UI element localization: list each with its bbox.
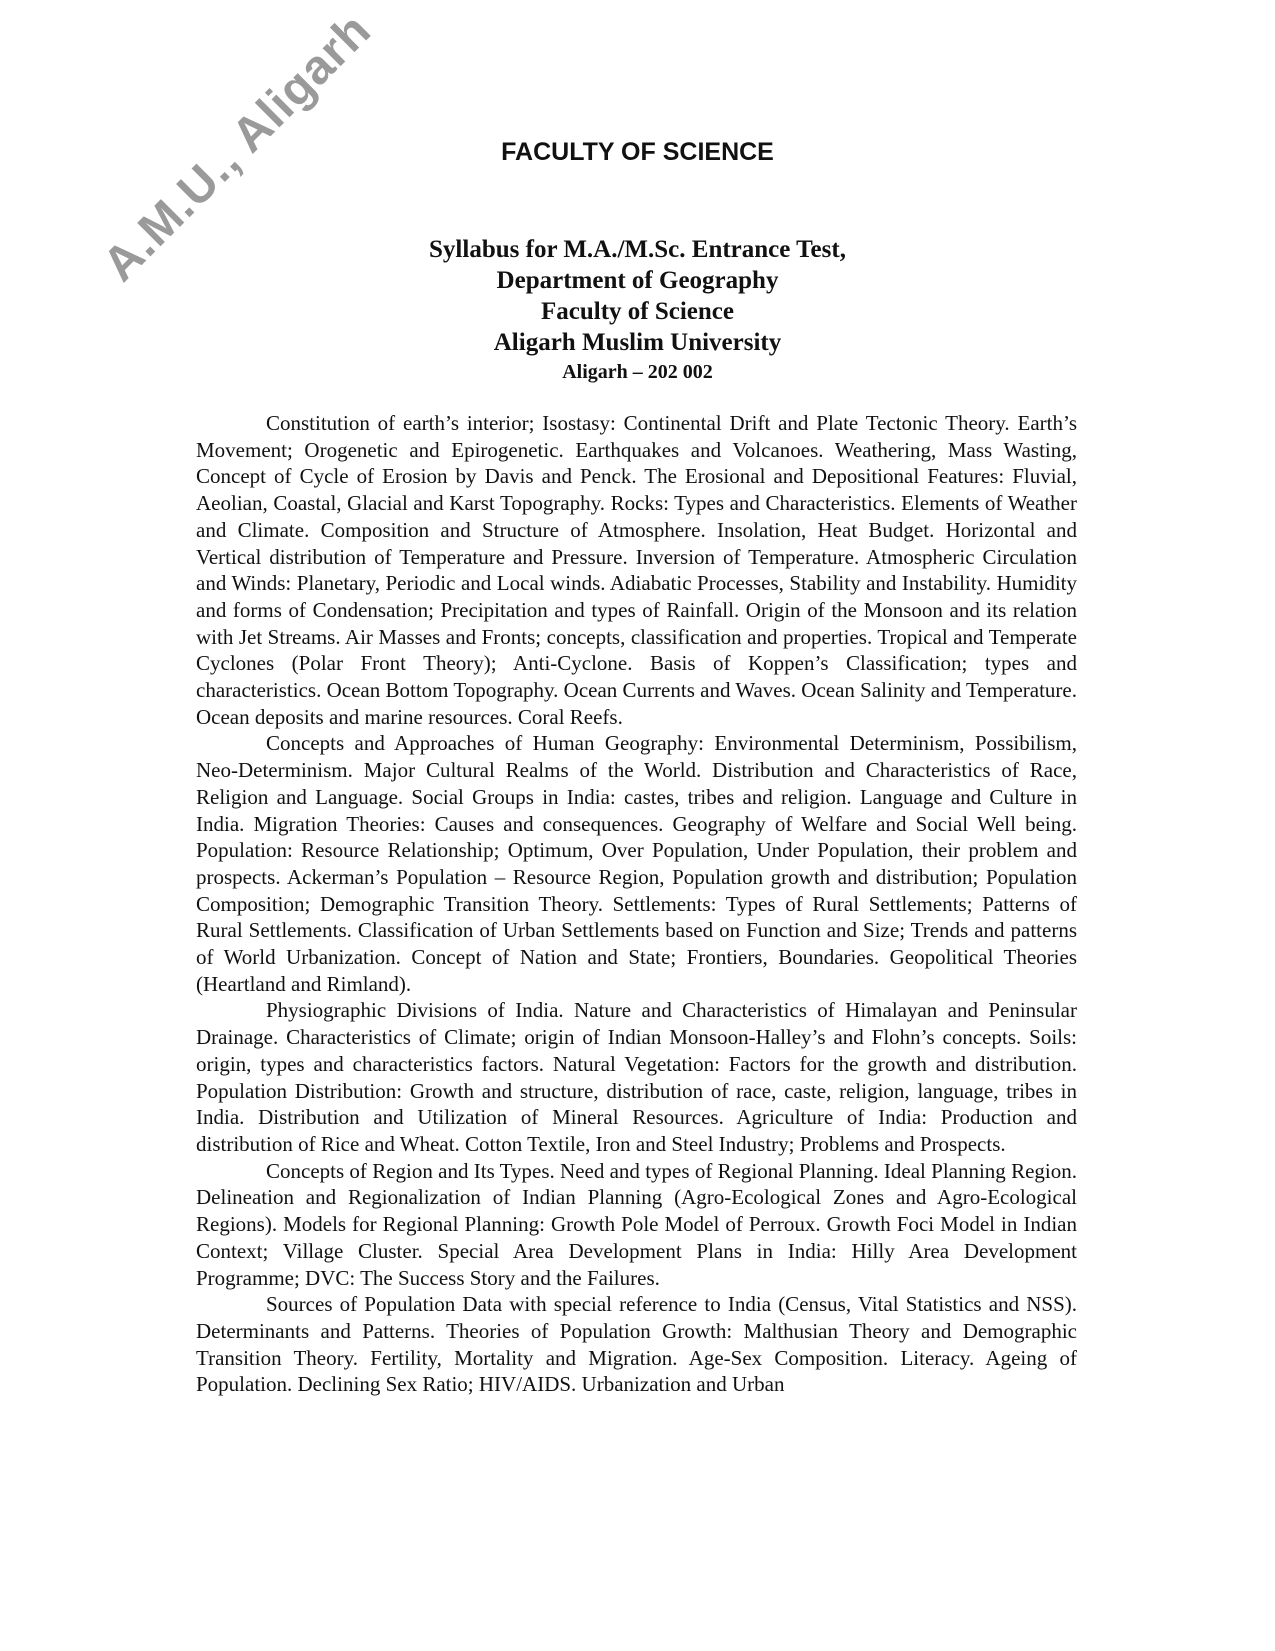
university-address: Aligarh – 202 002 <box>562 361 713 383</box>
paragraph-physical-geography: Constitution of earth’s interior; Isostasy: Continental Drift and Plate Tectonic Theory. Earth’s Movement; Orogenetic and Epirogenetic. Earthquakes and Volcanoes. Weathering, Mass Wasting, Concept of Cycle of Erosion by Davis and Penck. The Erosional and Depositional Features: Fluvial, Aeolian, Coastal, Glacial and Karst Topography. Rocks: Types and Characteristics. Elements of Weather and Climate. Composition and Structure of Atmosphere. Insolation, Heat Budget. Horizontal and Vertical distribution of Temperature and Pressure. Inversion of Temperature. Atmospheric Circulation and Winds: Planetary, Periodic and Local winds. Adiabatic Processes, Stability and Instability. Humidity and forms of Condensation; Precipitation and types of Rainfall. Origin of the Monsoon and its relation with Jet Streams. Air Masses and Fronts; concepts, classification and properties. Tropical and Temperate Cyclones (Polar Front Theory); Anti-Cyclone. Basis of Koppen’s Classification; types and characteristics. Ocean Bottom Topography. Ocean Currents and Waves. Ocean Salinity and Temperature. Ocean deposits and marine resources. Coral Reefs. <box>196 411 1077 729</box>
department-name: Department of Geography <box>496 267 779 294</box>
faculty-heading: FACULTY OF SCIENCE <box>501 138 774 166</box>
paragraph-human-geography: Concepts and Approaches of Human Geography: Environmental Determinism, Possibilism, Neo-Determinism. Major Cultural Realms of the World. Distribution and Characteristics of Race, Religion and Language. Social Groups in India: castes, tribes and religion. Language and Culture in India. Migration Theories: Causes and consequences. Geography of Welfare and Social Well being. Population: Resource Relationship; Optimum, Over Population, Under Population, their problem and prospects. Ackerman’s Population – Resource Region, Population growth and distribution; Population Composition; Demographic Transition Theory. Settlements: Types of Rural Settlements; Patterns of Rural Settlements. Classification of Urban Settlements based on Function and Size; Trends and patterns of World Urbanization. Concept of Nation and State; Frontiers, Boundaries. Geopolitical Theories (Heartland and Rimland). <box>196 731 1077 996</box>
watermark: A.M.U., Aligarh <box>93 3 382 292</box>
university-name: Aligarh Muslim University <box>493 329 782 356</box>
paragraph-regional-planning: Concepts of Region and Its Types. Need and types of Regional Planning. Ideal Planning Region. Delineation and Regionalization of Indian Planning (Agro-Ecological Zones and Agro-Ecological Regions). Models for Regional Planning: Growth Pole Model of Perroux. Growth Foci Model in Indian Context; Village Cluster. Special Area Development Plans in India: Hilly Area Development Programme; DVC: The Success Story and the Failures. <box>196 1158 1077 1290</box>
faculty-name: Faculty of Science <box>540 298 734 325</box>
title-block <box>0 234 1275 386</box>
syllabus-title: Syllabus for M.A./M.Sc. Entrance Test, <box>429 236 846 263</box>
paragraph-india-geography: Physiographic Divisions of India. Nature and Characteristics of Himalayan and Peninsular Drainage. Characteristics of Climate; origin of Indian Monsoon-Halley’s and Flohn’s concepts. Soils: origin, types and characteristics factors. Natural Vegetation: Factors for the growth and distribution. Population Distribution: Growth and structure, distribution of race, caste, religion, language, tribes in India. Distribution and Utilization of Mineral Resources. Agriculture of India: Production and distribution of Rice and Wheat. Cotton Textile, Iron and Steel Industry; Problems and Prospects. <box>196 998 1077 1156</box>
paragraph-population-geography: Sources of Population Data with special reference to India (Census, Vital Statistics and NSS). Determinants and Patterns. Theories of Population Growth: Malthusian Theory and Demographic Transition Theory. Fertility, Mortality and Migration. Age-Sex Composition. Literacy. Ageing of Population. Declining Sex Ratio; HIV/AIDS. Urbanization and Urban <box>196 1292 1077 1397</box>
syllabus-content <box>196 410 1077 1398</box>
